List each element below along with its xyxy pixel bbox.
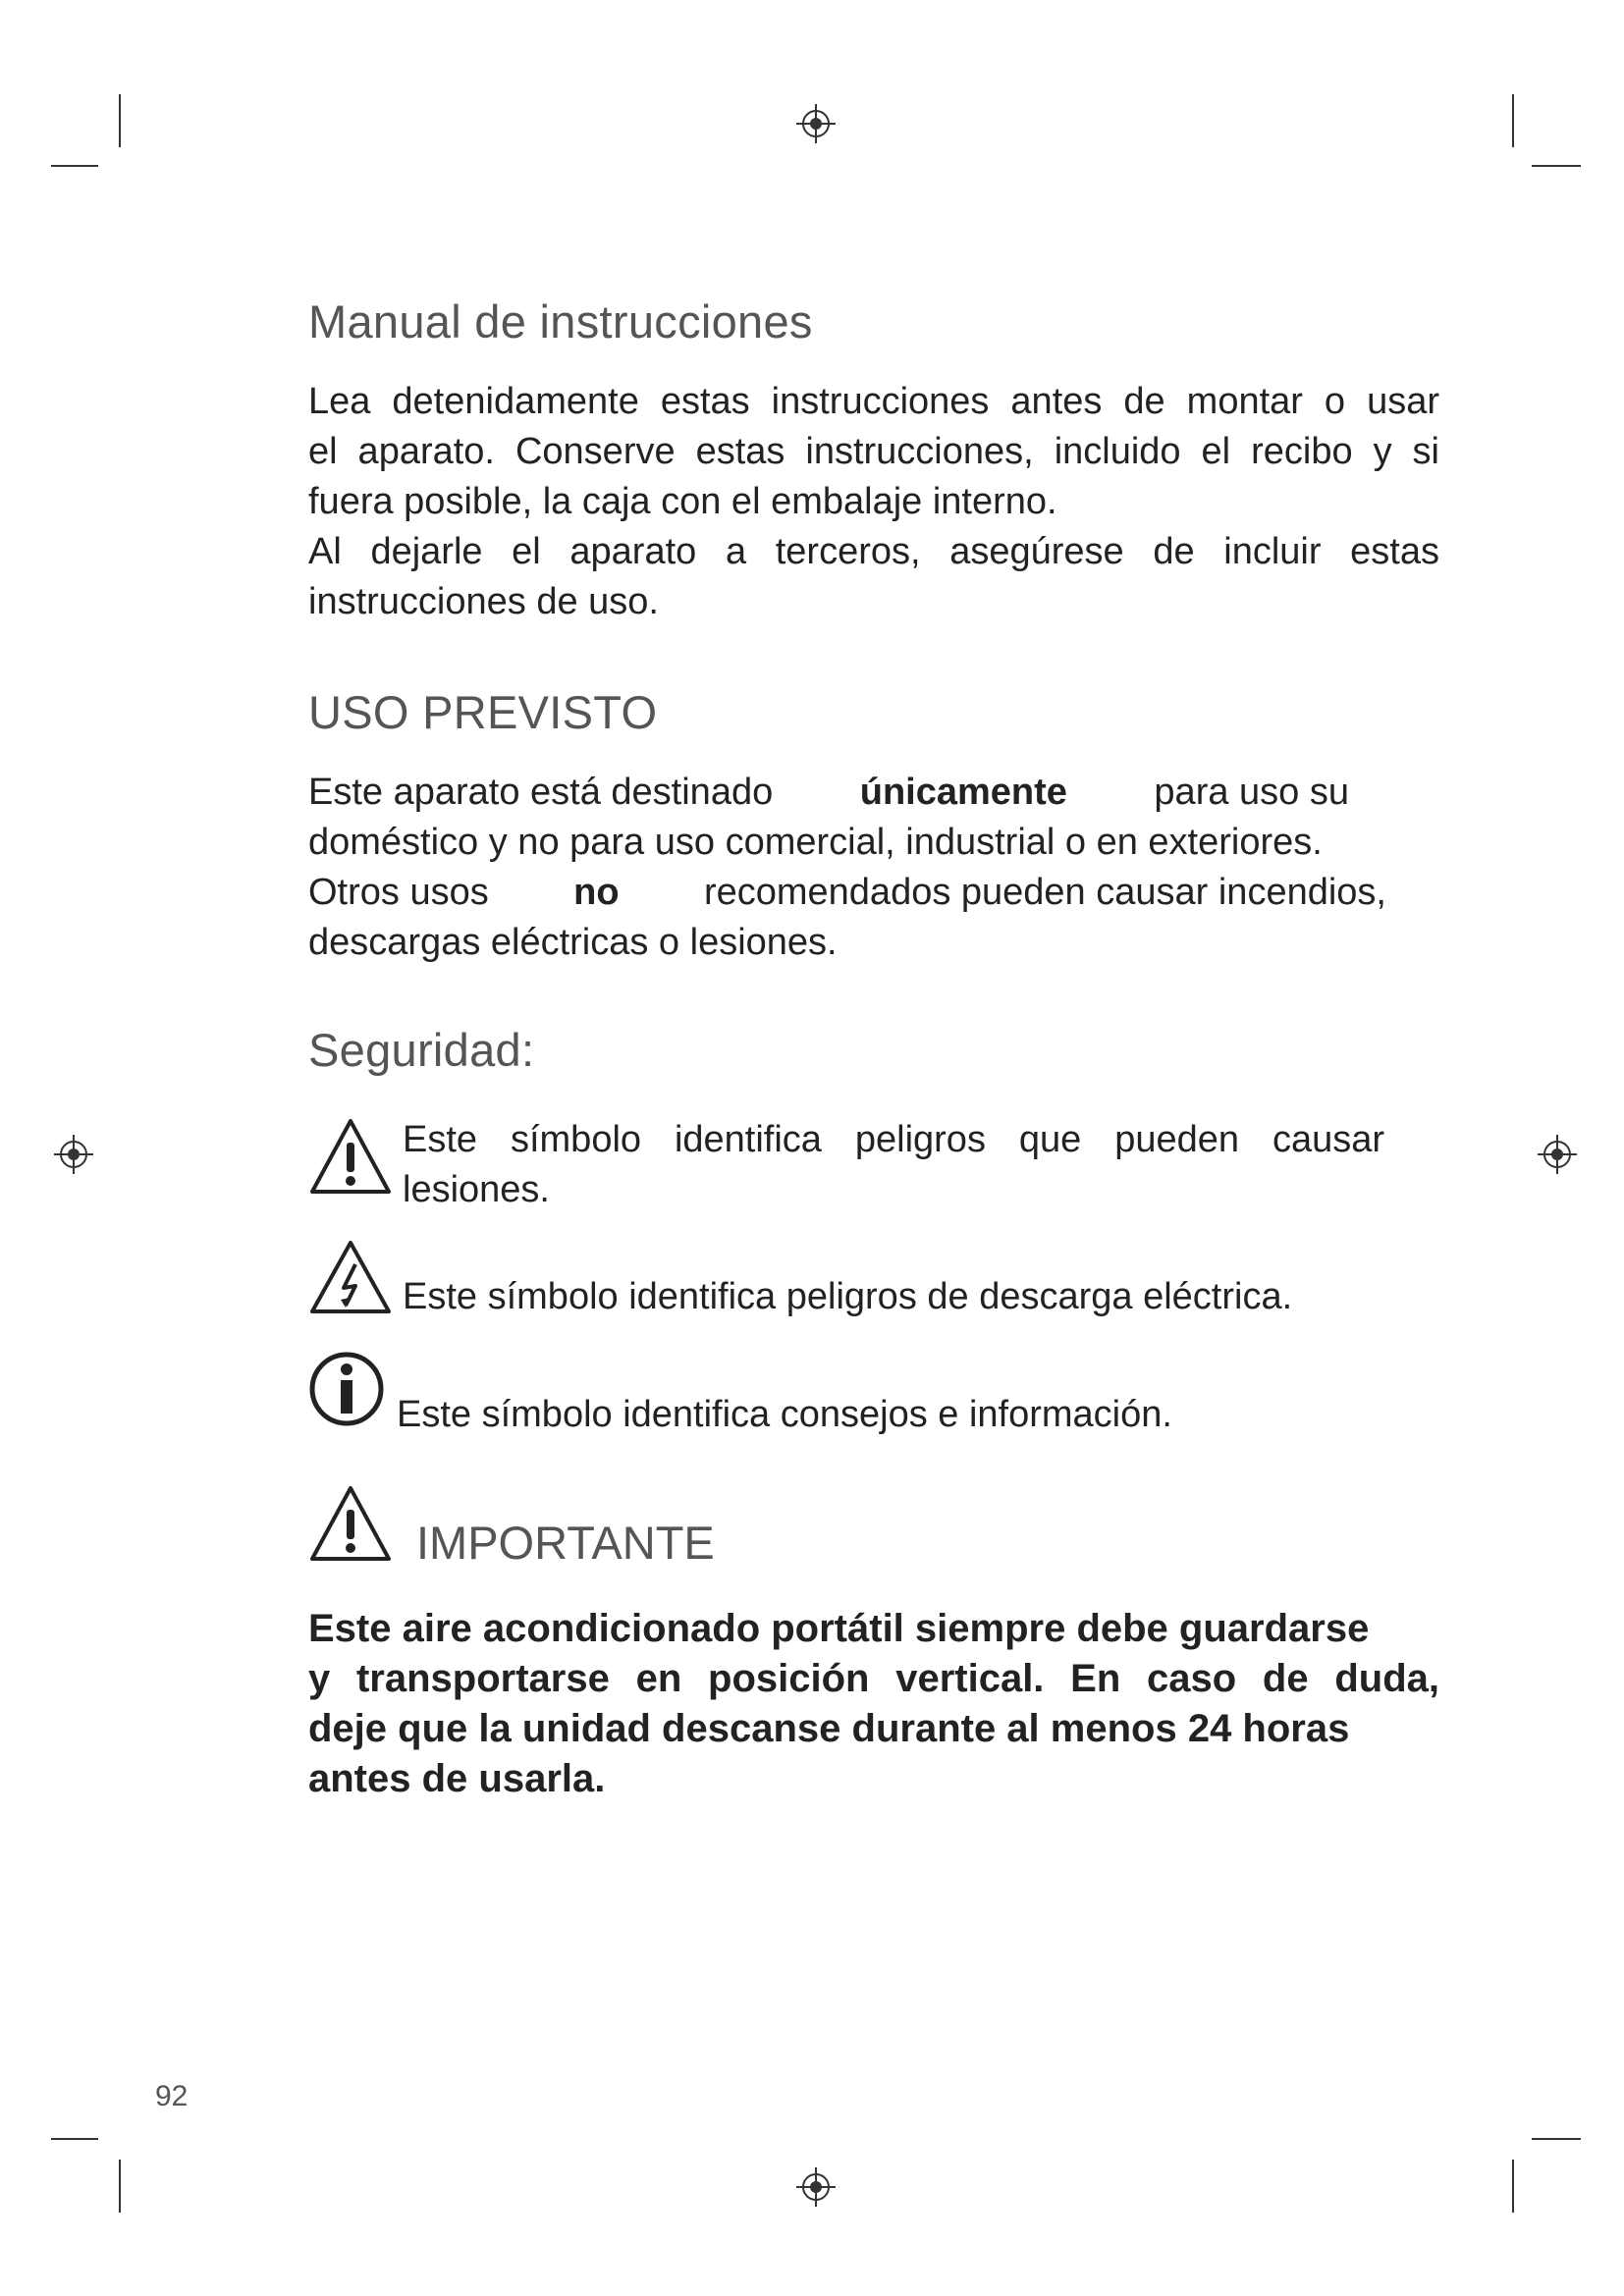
- important-line: antes de usarla.: [308, 1757, 606, 1800]
- uso-previsto-title: USO PREVISTO: [308, 686, 658, 738]
- registration-mark-icon: [52, 1133, 95, 1176]
- crop-mark: [51, 165, 98, 167]
- important-line: deje que la unidad descanse durante al menos 24 horas: [308, 1707, 1350, 1750]
- info-circle-icon: [308, 1351, 385, 1427]
- crop-mark: [1512, 2160, 1514, 2213]
- uso-line-text: recomendados pueden causar incendios,: [703, 872, 1386, 913]
- symbol-row-info: [308, 1351, 1388, 1435]
- uso-line-text: Otros usos: [308, 872, 489, 913]
- page-number: 92: [155, 2080, 189, 2112]
- important-label: IMPORTANTE: [416, 1517, 715, 1569]
- uso-line: [308, 768, 1349, 818]
- crop-mark: [51, 2138, 98, 2140]
- registration-mark-icon: [1536, 1133, 1579, 1176]
- symbol-warning-text: lesiones.: [403, 1169, 550, 1210]
- seguridad-title: Seguridad:: [308, 1024, 535, 1076]
- important-row: [308, 1484, 1388, 1573]
- manual-title: Manual de instrucciones: [308, 295, 813, 347]
- crop-mark: [1532, 165, 1581, 167]
- manual-section: [308, 294, 1439, 627]
- symbol-electric-text: Este símbolo identifica peligros de descarga eléctrica.: [403, 1276, 1293, 1317]
- important-line: Este aire acondicionado portátil siempre debe guardarse: [308, 1607, 1370, 1650]
- crop-mark: [1532, 2138, 1581, 2140]
- important-paragraph: [308, 1604, 1439, 1804]
- uso-line-text: para uso su: [1154, 772, 1349, 813]
- crop-mark: [119, 2160, 121, 2213]
- uso-line: [308, 868, 1386, 918]
- crop-mark: [1512, 94, 1514, 147]
- manual-paragraph: [308, 377, 1439, 627]
- symbol-info-text: Este símbolo identifica consejos e información.: [397, 1394, 1172, 1435]
- crop-mark: [119, 94, 121, 147]
- important-line: y transportarse en posición vertical. En caso de duda,: [308, 1657, 1439, 1700]
- warning-triangle-icon: [308, 1484, 393, 1563]
- uso-previsto-section: [308, 685, 1386, 968]
- manual-line: Lea detenidamente estas instrucciones antes de montar o usar: [308, 381, 1439, 422]
- uso-line: doméstico y no para uso comercial, industrial o en exteriores.: [308, 822, 1323, 863]
- manual-line: Al dejarle el aparato a terceros, asegúrese de incluir estas: [308, 531, 1439, 572]
- uso-emphasis: únicamente: [859, 772, 1067, 813]
- uso-line: descargas eléctricas o lesiones.: [308, 922, 838, 963]
- registration-mark-icon: [794, 102, 838, 145]
- registration-mark-icon: [794, 2165, 838, 2209]
- uso-paragraph: [308, 768, 1386, 968]
- symbol-row-warning: [308, 1117, 1388, 1225]
- uso-line-text: Este aparato está destinado: [308, 772, 774, 813]
- symbol-warning-text: Este símbolo identifica peligros que pueden causar: [403, 1119, 1384, 1160]
- warning-triangle-icon: [308, 1117, 393, 1196]
- manual-line: fuera posible, la caja con el embalaje interno.: [308, 481, 1057, 522]
- electric-hazard-icon: [308, 1239, 393, 1315]
- uso-emphasis: no: [573, 872, 620, 913]
- manual-line: el aparato. Conserve estas instrucciones, incluido el recibo y si: [308, 431, 1439, 472]
- symbol-row-electric: [308, 1239, 1388, 1317]
- manual-line: instrucciones de uso.: [308, 581, 659, 622]
